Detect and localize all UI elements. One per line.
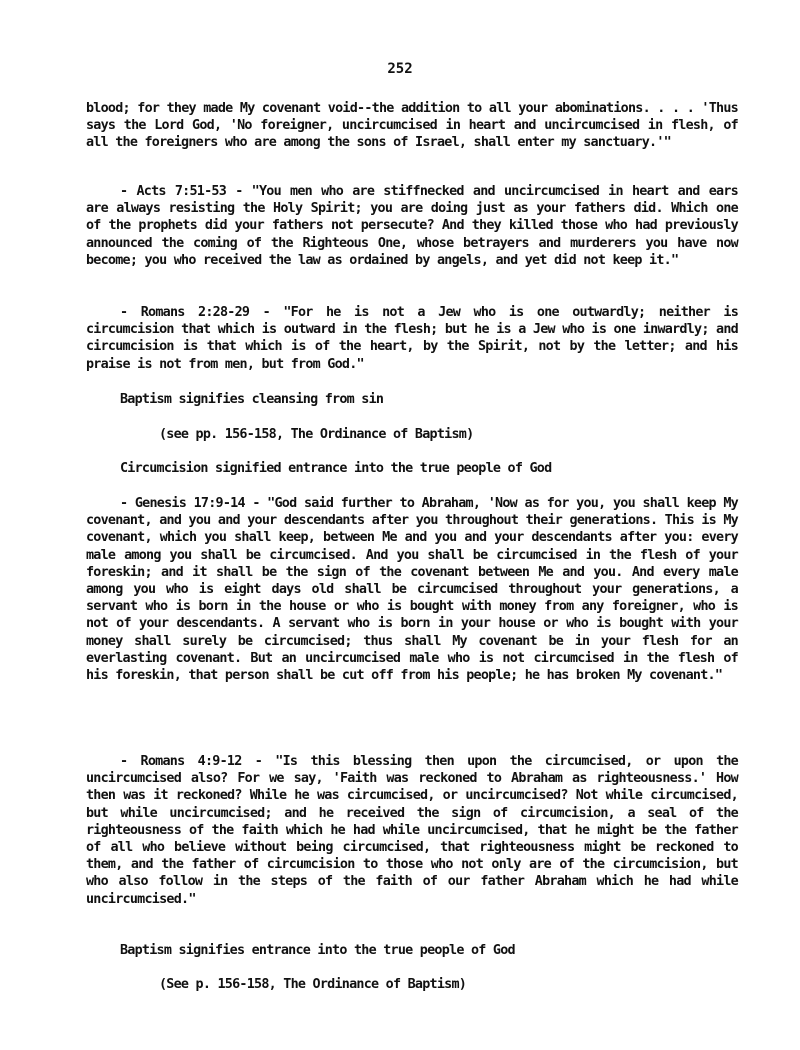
page-number: 252 [387,61,413,77]
text-block-9 [86,942,738,959]
text-block-2 [86,183,738,269]
scripture-romans-4: - Romans 4:9-12 - "Is this blessing then upon the circumcised, or upon the uncircumcised also? For we say, 'Faith was reckoned to Abraham as righteousness.' How then was it reckoned? While he was circumcised, or uncircumcised? Not while circumcised, but while uncircumcised; and he received the sign of circumcision, a seal of the righteousness of the faith which he had while uncircumcised, that he might be the father of all who believe without being circumcised, that righteousness might be reckoned to them, and the father of circumcision to those who not only are of the circumcision, but who also follow in the steps of the faith of our father Abraham which he had while uncircumcised." [86,754,738,907]
note-see-pp-156-158: (see pp. 156-158, The Ordinance of Baptism) [159,427,474,442]
text-block-3 [86,304,738,373]
text-block-4 [86,391,738,408]
text-block-8 [86,753,738,908]
heading-circumcision-entrance: Circumcision signified entrance into the true people of God [120,461,552,476]
text-block-1 [86,100,738,152]
heading-baptism-cleansing: Baptism signifies cleansing from sin [120,392,384,407]
text-block-7 [86,495,738,684]
text-block-5 [86,426,738,443]
text-block-6 [86,460,738,477]
scripture-acts-7: - Acts 7:51-53 - "You men who are stiffnecked and uncircumcised in heart and ears are always resisting the Holy Spirit; you are doing just as your fathers did. Which one of the prophets did your fathers not persecute? And they killed those who had previously announced the coming of the Righteous One, whose betrayers and murderers you have now become; you who received the law as ordained by angels, and yet did not keep it." [86,184,738,268]
paragraph-continuation: blood; for they made My covenant void--the addition to all your abominations. . . . 'Thus says the Lord God, 'No foreigner, uncircumcised in heart and uncircumcised in flesh, of all the foreigners who are among the sons of Israel, shall enter my sanctuary.'" [86,101,738,151]
scripture-romans-2: - Romans 2:28-29 - "For he is not a Jew who is one outwardly; neither is circumcision that which is outward in the flesh; but he is a Jew who is one inwardly; and circumcision is that which is of the heart, by the Spirit, not by the letter; and his praise is not from men, but from God." [86,305,738,372]
heading-baptism-entrance: Baptism signifies entrance into the true people of God [120,943,515,958]
text-block-10 [86,976,738,993]
scripture-genesis-17: - Genesis 17:9-14 - "God said further to Abraham, 'Now as for you, you shall keep My covenant, and you and your descendants after you throughout their generations. This is My covenant, which you shall keep, between Me and you and your descendants after you: every male among you shall be circumcised. And you shall be circumcised in the flesh of your foreskin; and it shall be the sign of the covenant between Me and you. And every male among you who is eight days old shall be circumcised throughout your generations, a servant who is born in the house or who is bought with money from any foreigner, who is not of your descendants. A servant who is born in your house or who is bought with your money shall surely be circumcised; thus shall My covenant be in your flesh for an everlasting covenant. But an uncircumcised male who is not circumcised in the flesh of his foreskin, that person shall be cut off from his people; he has broken My covenant." [86,496,738,684]
note-see-p-156-158: (See p. 156-158, The Ordinance of Baptism) [159,977,467,992]
